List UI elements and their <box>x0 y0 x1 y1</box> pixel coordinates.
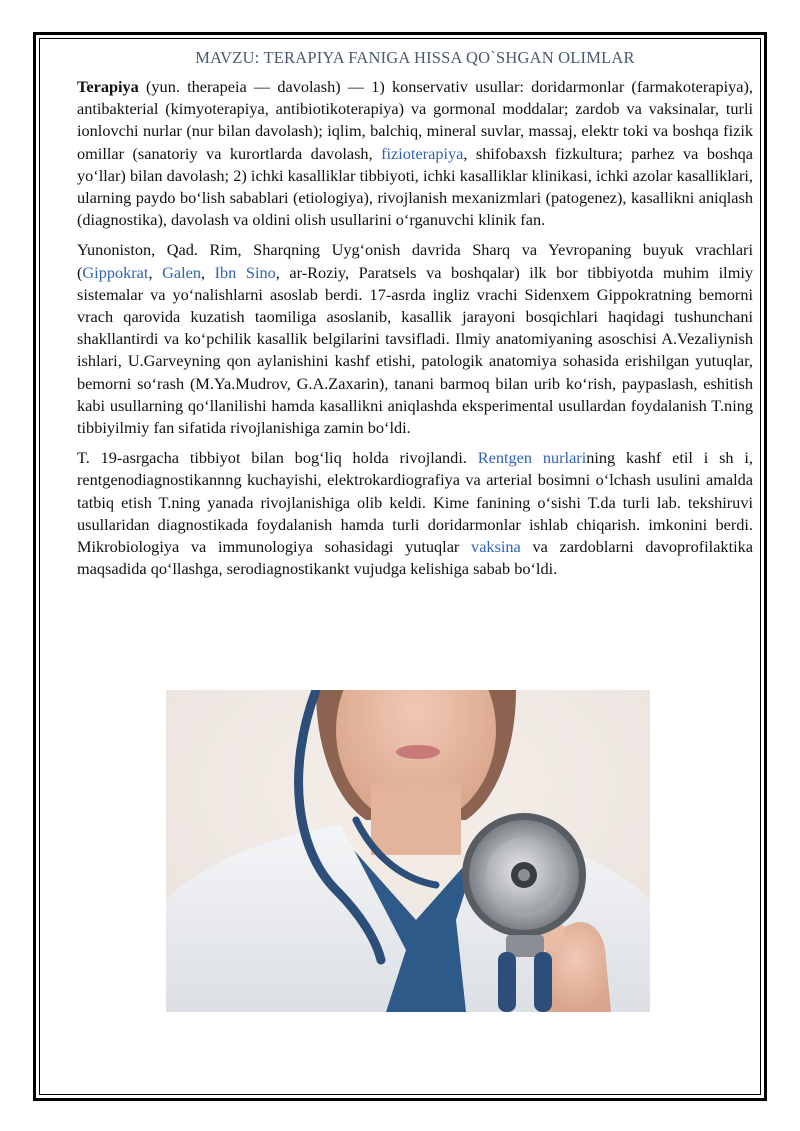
paragraph-1-text-a: (yun. therapeia — davolash) — 1) konservativ usullar: doridarmonlar (farmakoterapiya), antibakterial (kimyoterapiya, antibiotikoterapiya) va gormonal moddalar; zardob va vaksinalar, turli ionlovchi nurlar (nur bilan davolash); iqlim, balchiq, mineral suvlar, massaj, elektr toki va boshqa fizik omillar (sanatoriy va kurortlarda davolash, <box>77 77 753 163</box>
paragraph-3-text-c: va zardoblarni davoprofilaktika maqsadida qo‘llashga, serodiagnostikankt vujudga kelishiga sabab bo‘ldi. <box>77 537 753 579</box>
link-vaksina[interactable]: vaksina <box>471 537 521 557</box>
doctor-stethoscope-image <box>166 690 650 1012</box>
term-terapiya: Terapiya <box>77 77 139 96</box>
paragraph-2-sep-2: , <box>200 262 215 282</box>
link-gippokrat[interactable]: Gippokrat <box>82 262 149 282</box>
paragraph-3-text-a: T. 19-asrgacha tibbiyot bilan bog‘liq holda rivojlandi. <box>77 448 478 468</box>
paragraph-2-text-a: Yunoniston, Qad. Rim, Sharqning Uyg‘onish davrida Sharq va Yevropaning buyuk vrachlari ( <box>77 240 753 282</box>
paragraph-1 <box>77 76 753 231</box>
document-title: MAVZU: TERAPIYA FANIGA HISSA QO`SHGAN OLIMLAR <box>195 48 635 67</box>
link-galen[interactable]: Galen <box>162 262 201 282</box>
link-ibn-sino[interactable]: Ibn Sino <box>214 262 276 282</box>
document-content <box>77 46 753 588</box>
paragraph-2-sep-1: , <box>148 262 163 282</box>
paragraph-2-text-b: , ar-Roziy, Paratsels va boshqalar) ilk bor tibbiyotda muhim ilmiy sistemalar va yo‘nalishlarni asoslab berdi. 17-asrda ingliz vrachi Sidenxem Gippokratning bemorni vrach qarovida kuzatish taomiliga asoslanib, kasallik jarayoni bosqichlari haqidagi tushunchani shakllantirdi va ko‘pchilik kasallik belgilarini tavsifladi. Ilmiy anatomiyaning asoschisi A.Vezaliynish ishlari, U.Garveyning qon aylanishini kashf etishi, patologik anatomiya sohasida erishilgan yutuqlar, bemorni so‘rash (M.Ya.Mudrov, G.A.Zaxarin), tanani barmoq bilan urib ko‘rish, paypaslash, eshitish kabi usullarning qo‘llanilishi hamda kasallikni aniqlashda eksperimental usullardan foydalanish T.ning tibbiyilmiy fan sifatida rivojlanishiga zamin bo‘ldi. <box>77 262 754 438</box>
paragraph-3 <box>77 447 753 580</box>
paragraph-1-text-b: , shifobaxsh fizkultura; parhez va boshqa yo‘llar) bilan davolash; 2) ichki kasalliklar tibbiyoti, ichki kasalliklar klinikasi, ichki azolar kasalliklari, ularning paydo bo‘lish sabablari (etiologiya), rivojlanish mexanizmlari (patogenez), kasallikni aniqlash (diagnostika), davolash va oldini olish usullarini o‘rganuvchi klinik fan. <box>77 143 753 230</box>
paragraph-3-text-b: ning kashf etil i sh i, rentgenodiagnostikannng kuchayishi, elektrokardiografiya va arterial bosimni o‘lchash usulini amalda tatbiq etish T.ning yanada rivojlanishiga olib keldi. Kime fanining o‘sishi T.da turli lab. tekshiruvi usullaridan diagnostikada foydalanish hamda turli doridarmonlar ishlab chiqarish. imkonini berdi. Mikrobiologiya va immunologiya sohasidagi yutuqlar <box>77 448 753 557</box>
link-rentgen-nurlari[interactable]: Rentgen nurlari <box>477 448 587 468</box>
link-fizioterapiya[interactable]: fizioterapiya <box>381 143 464 163</box>
paragraph-2 <box>77 239 753 439</box>
